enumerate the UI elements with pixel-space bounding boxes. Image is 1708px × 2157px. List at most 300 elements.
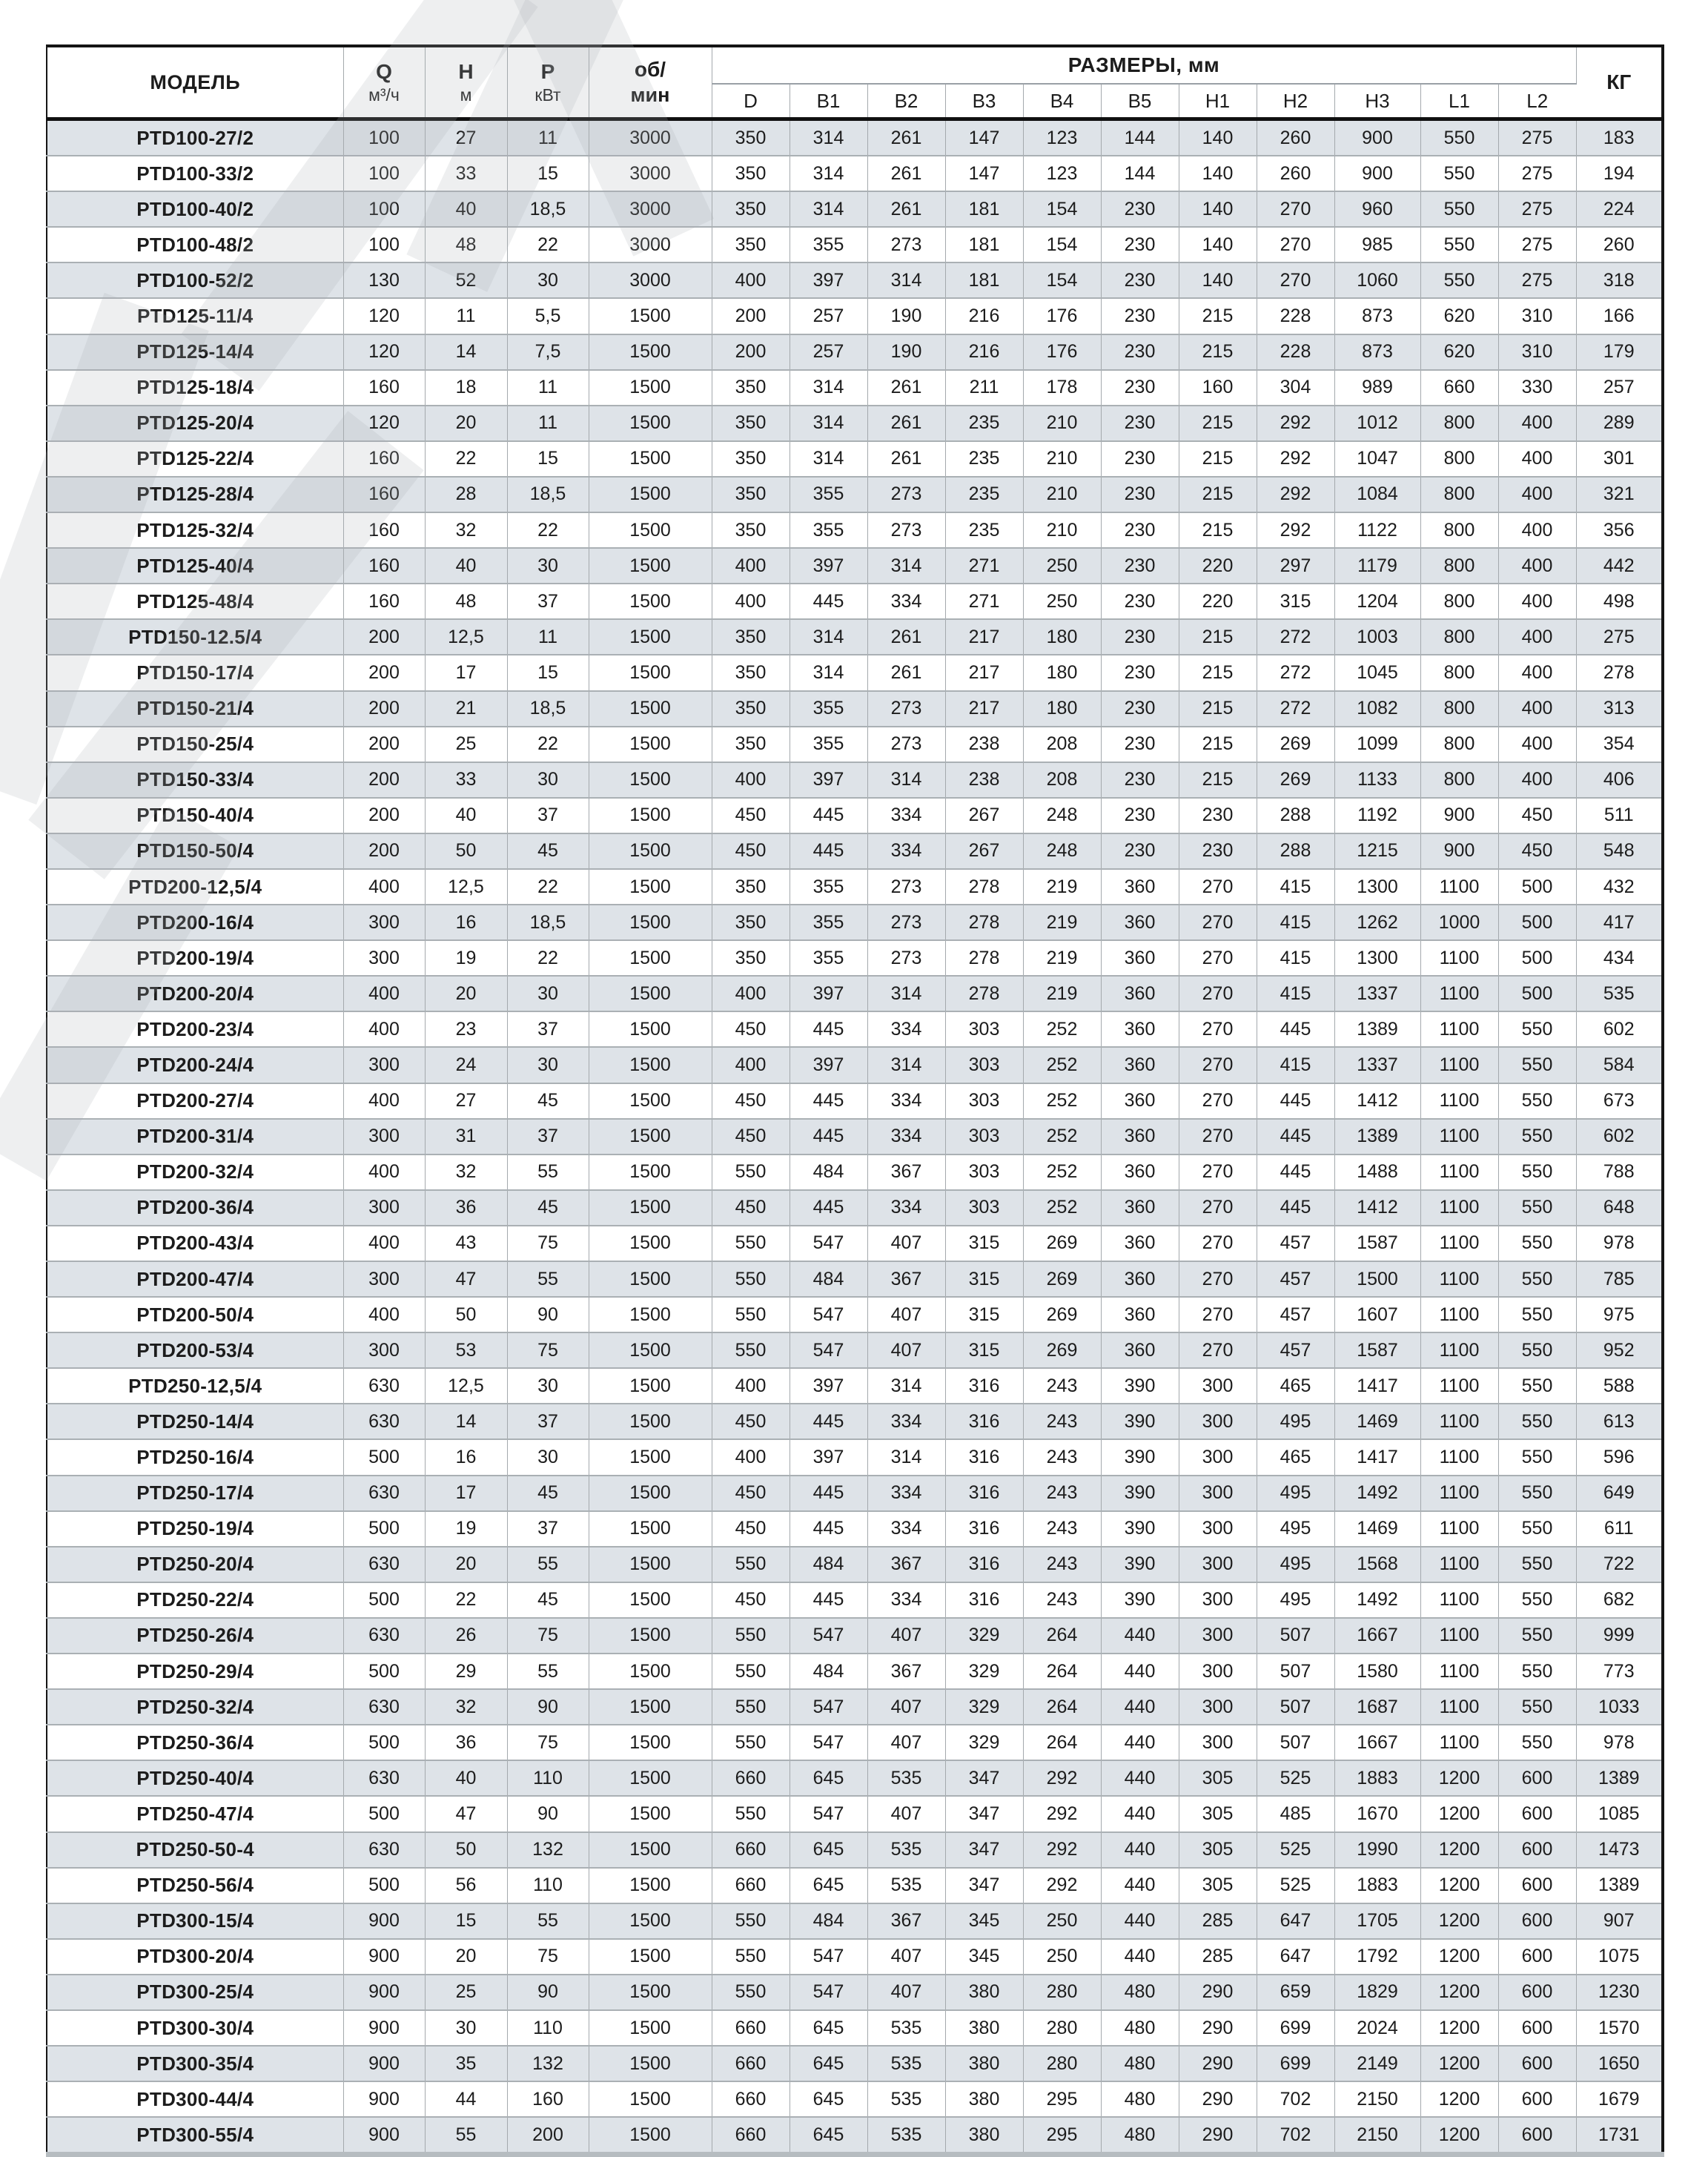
value-cell: 11 (507, 406, 589, 441)
value-cell: 290 (1179, 2117, 1257, 2155)
value-cell: 400 (343, 976, 425, 1011)
value-cell: 235 (945, 441, 1023, 477)
table-row (47, 1547, 1663, 1582)
value-cell: 27 (425, 1083, 507, 1119)
value-cell: 45 (507, 1190, 589, 1226)
value-cell: 450 (712, 1119, 790, 1155)
value-cell: 1500 (589, 1368, 712, 1404)
value-cell: 160 (343, 370, 425, 406)
value-cell: 269 (1023, 1226, 1101, 1261)
value-cell: 275 (1498, 156, 1576, 191)
q-label: Q (376, 59, 392, 83)
value-cell: 1100 (1420, 1547, 1498, 1582)
value-cell: 275 (1498, 262, 1576, 298)
value-cell: 600 (1498, 1868, 1576, 1903)
value-cell: 1389 (1576, 1760, 1663, 1796)
value-cell: 1607 (1334, 1297, 1420, 1332)
value-cell: 275 (1498, 191, 1576, 227)
model-cell: PTD200-47/4 (47, 1261, 343, 1297)
value-cell: 1389 (1334, 1119, 1420, 1155)
value-cell: 800 (1420, 584, 1498, 619)
value-cell: 55 (425, 2117, 507, 2155)
value-cell: 1500 (589, 727, 712, 762)
value-cell: 35 (425, 2046, 507, 2081)
value-cell: 660 (712, 1760, 790, 1796)
value-cell: 160 (343, 441, 425, 477)
table-row (47, 548, 1663, 584)
value-cell: 1084 (1334, 477, 1420, 512)
value-cell: 36 (425, 1190, 507, 1226)
value-cell: 550 (1498, 1547, 1576, 1582)
value-cell: 334 (867, 1582, 945, 1618)
value-cell: 390 (1101, 1368, 1179, 1404)
value-cell: 50 (425, 1297, 507, 1332)
value-cell: 440 (1101, 1654, 1179, 1689)
value-cell: 550 (712, 1939, 790, 1975)
value-cell: 773 (1576, 1654, 1663, 1689)
value-cell: 243 (1023, 1476, 1101, 1511)
value-cell: 190 (867, 334, 945, 370)
value-cell: 1122 (1334, 512, 1420, 548)
value-cell: 318 (1576, 262, 1663, 298)
value-cell: 550 (1498, 1083, 1576, 1119)
model-cell: PTD150-21/4 (47, 691, 343, 727)
value-cell: 252 (1023, 1190, 1101, 1226)
value-cell: 547 (790, 1689, 867, 1725)
value-cell: 445 (790, 1476, 867, 1511)
value-cell: 450 (712, 1511, 790, 1547)
value-cell: 900 (1420, 833, 1498, 869)
value-cell: 1200 (1420, 2081, 1498, 2117)
value-cell: 511 (1576, 798, 1663, 833)
value-cell: 445 (1257, 1011, 1334, 1047)
value-cell: 40 (425, 798, 507, 833)
value-cell: 230 (1101, 833, 1179, 869)
model-cell: PTD200-27/4 (47, 1083, 343, 1119)
value-cell: 329 (945, 1725, 1023, 1760)
value-cell: 345 (945, 1903, 1023, 1939)
value-cell: 210 (1023, 406, 1101, 441)
table-row (47, 1511, 1663, 1547)
value-cell: 584 (1576, 1047, 1663, 1083)
value-cell: 800 (1420, 477, 1498, 512)
value-cell: 2150 (1334, 2081, 1420, 2117)
value-cell: 407 (867, 1939, 945, 1975)
value-cell: 1100 (1420, 1083, 1498, 1119)
value-cell: 507 (1257, 1725, 1334, 1760)
value-cell: 550 (1498, 1119, 1576, 1155)
value-cell: 900 (1420, 798, 1498, 833)
table-row (47, 1725, 1663, 1760)
value-cell: 1100 (1420, 976, 1498, 1011)
value-cell: 484 (790, 1155, 867, 1190)
value-cell: 300 (1179, 1368, 1257, 1404)
value-cell: 699 (1257, 2010, 1334, 2046)
value-cell: 450 (712, 1083, 790, 1119)
value-cell: 3000 (589, 156, 712, 191)
value-cell: 450 (712, 1582, 790, 1618)
value-cell: 290 (1179, 2046, 1257, 2081)
value-cell: 300 (1179, 1404, 1257, 1439)
value-cell: 682 (1576, 1582, 1663, 1618)
table-row (47, 2117, 1663, 2155)
value-cell: 270 (1179, 940, 1257, 976)
value-cell: 600 (1498, 2010, 1576, 2046)
value-cell: 550 (712, 1618, 790, 1654)
col-header-b2: B2 (867, 84, 945, 119)
value-cell: 1000 (1420, 905, 1498, 940)
value-cell: 1883 (1334, 1760, 1420, 1796)
value-cell: 457 (1257, 1297, 1334, 1332)
value-cell: 355 (790, 727, 867, 762)
value-cell: 480 (1101, 1975, 1179, 2010)
value-cell: 315 (945, 1332, 1023, 1368)
value-cell: 480 (1101, 2010, 1179, 2046)
value-cell: 390 (1101, 1582, 1179, 1618)
value-cell: 12,5 (425, 1368, 507, 1404)
value-cell: 1587 (1334, 1226, 1420, 1261)
value-cell: 330 (1498, 370, 1576, 406)
value-cell: 300 (1179, 1476, 1257, 1511)
value-cell: 329 (945, 1618, 1023, 1654)
value-cell: 1200 (1420, 1796, 1498, 1831)
value-cell: 230 (1101, 512, 1179, 548)
value-cell: 1500 (589, 584, 712, 619)
value-cell: 230 (1101, 334, 1179, 370)
value-cell: 208 (1023, 762, 1101, 798)
value-cell: 100 (343, 119, 425, 156)
value-cell: 350 (712, 227, 790, 262)
value-cell: 1500 (589, 298, 712, 334)
value-cell: 56 (425, 1868, 507, 1903)
value-cell: 270 (1179, 1332, 1257, 1368)
value-cell: 450 (712, 1476, 790, 1511)
value-cell: 1990 (1334, 1832, 1420, 1868)
value-cell: 1500 (589, 441, 712, 477)
value-cell: 1200 (1420, 1868, 1498, 1903)
value-cell: 334 (867, 584, 945, 619)
value-cell: 1667 (1334, 1725, 1420, 1760)
value-cell: 500 (1498, 905, 1576, 940)
model-cell: PTD150-12.5/4 (47, 619, 343, 655)
value-cell: 215 (1179, 406, 1257, 441)
value-cell: 1200 (1420, 1939, 1498, 1975)
value-cell: 1500 (589, 1332, 712, 1368)
value-cell: 354 (1576, 727, 1663, 762)
value-cell: 314 (867, 976, 945, 1011)
table-row (47, 1297, 1663, 1332)
value-cell: 252 (1023, 1083, 1101, 1119)
value-cell: 500 (343, 1439, 425, 1475)
value-cell: 243 (1023, 1404, 1101, 1439)
col-header-b5: B5 (1101, 84, 1179, 119)
value-cell: 12,5 (425, 619, 507, 655)
value-cell: 217 (945, 619, 1023, 655)
value-cell: 350 (712, 869, 790, 905)
value-cell: 55 (507, 1654, 589, 1689)
value-cell: 702 (1257, 2117, 1334, 2155)
value-cell: 316 (945, 1511, 1023, 1547)
value-cell: 270 (1179, 976, 1257, 1011)
value-cell: 445 (790, 1119, 867, 1155)
value-cell: 1412 (1334, 1190, 1420, 1226)
value-cell: 261 (867, 370, 945, 406)
value-cell: 450 (1498, 833, 1576, 869)
value-cell: 243 (1023, 1511, 1101, 1547)
value-cell: 350 (712, 477, 790, 512)
value-cell: 450 (712, 1404, 790, 1439)
value-cell: 140 (1179, 156, 1257, 191)
value-cell: 611 (1576, 1511, 1663, 1547)
value-cell: 1204 (1334, 584, 1420, 619)
value-cell: 2149 (1334, 2046, 1420, 2081)
value-cell: 300 (343, 1190, 425, 1226)
value-cell: 334 (867, 833, 945, 869)
value-cell: 345 (945, 1939, 1023, 1975)
value-cell: 1500 (589, 2010, 712, 2046)
value-cell: 484 (790, 1903, 867, 1939)
value-cell: 40 (425, 191, 507, 227)
value-cell: 360 (1101, 1083, 1179, 1119)
value-cell: 722 (1576, 1547, 1663, 1582)
value-cell: 12,5 (425, 869, 507, 905)
value-cell: 123 (1023, 156, 1101, 191)
value-cell: 406 (1576, 762, 1663, 798)
model-cell: PTD250-19/4 (47, 1511, 343, 1547)
value-cell: 550 (1498, 1332, 1576, 1368)
value-cell: 181 (945, 262, 1023, 298)
value-cell: 110 (507, 1868, 589, 1903)
value-cell: 45 (507, 1582, 589, 1618)
value-cell: 120 (343, 334, 425, 370)
value-cell: 230 (1101, 477, 1179, 512)
value-cell: 550 (712, 1903, 790, 1939)
value-cell: 90 (507, 1796, 589, 1831)
value-cell: 952 (1576, 1332, 1663, 1368)
value-cell: 216 (945, 298, 1023, 334)
value-cell: 1492 (1334, 1582, 1420, 1618)
value-cell: 176 (1023, 334, 1101, 370)
value-cell: 273 (867, 512, 945, 548)
table-row (47, 1368, 1663, 1404)
value-cell: 1500 (589, 1975, 712, 2010)
value-cell: 230 (1101, 798, 1179, 833)
value-cell: 33 (425, 762, 507, 798)
value-cell: 271 (945, 584, 1023, 619)
value-cell: 596 (1576, 1439, 1663, 1475)
value-cell: 397 (790, 976, 867, 1011)
value-cell: 1500 (589, 1760, 712, 1796)
model-cell: PTD250-29/4 (47, 1654, 343, 1689)
value-cell: 160 (343, 477, 425, 512)
value-cell: 400 (1498, 477, 1576, 512)
table-row (47, 584, 1663, 619)
value-cell: 52 (425, 262, 507, 298)
value-cell: 250 (1023, 548, 1101, 584)
value-cell: 900 (343, 2010, 425, 2046)
value-cell: 314 (867, 762, 945, 798)
value-cell: 290 (1179, 2010, 1257, 2046)
value-cell: 200 (343, 619, 425, 655)
value-cell: 350 (712, 441, 790, 477)
value-cell: 300 (1179, 1689, 1257, 1725)
value-cell: 407 (867, 1975, 945, 2010)
table-row (47, 1119, 1663, 1155)
value-cell: 360 (1101, 869, 1179, 905)
value-cell: 484 (790, 1261, 867, 1297)
value-cell: 132 (507, 1832, 589, 1868)
value-cell: 3000 (589, 227, 712, 262)
value-cell: 648 (1576, 1190, 1663, 1226)
value-cell: 1500 (589, 2081, 712, 2117)
value-cell: 1500 (589, 1011, 712, 1047)
value-cell: 1500 (589, 2046, 712, 2081)
value-cell: 360 (1101, 1297, 1179, 1332)
value-cell: 257 (790, 298, 867, 334)
value-cell: 1500 (589, 1939, 712, 1975)
value-cell: 2024 (1334, 2010, 1420, 2046)
value-cell: 360 (1101, 1155, 1179, 1190)
value-cell: 550 (1498, 1261, 1576, 1297)
value-cell: 1500 (589, 1083, 712, 1119)
value-cell: 873 (1334, 334, 1420, 370)
value-cell: 417 (1576, 905, 1663, 940)
value-cell: 230 (1101, 619, 1179, 655)
value-cell: 329 (945, 1654, 1023, 1689)
value-cell: 1792 (1334, 1939, 1420, 1975)
value-cell: 215 (1179, 619, 1257, 655)
value-cell: 144 (1101, 119, 1179, 156)
table-row (47, 1582, 1663, 1618)
value-cell: 1500 (589, 1511, 712, 1547)
value-cell: 645 (790, 1832, 867, 1868)
value-cell: 1100 (1420, 1654, 1498, 1689)
value-cell: 16 (425, 1439, 507, 1475)
value-cell: 620 (1420, 334, 1498, 370)
table-row (47, 1226, 1663, 1261)
value-cell: 484 (790, 1654, 867, 1689)
value-cell: 1705 (1334, 1903, 1420, 1939)
value-cell: 30 (425, 2010, 507, 2046)
col-header-d: D (712, 84, 790, 119)
value-cell: 252 (1023, 1155, 1101, 1190)
value-cell: 257 (790, 334, 867, 370)
model-cell: PTD125-32/4 (47, 512, 343, 548)
value-cell: 248 (1023, 833, 1101, 869)
value-cell: 315 (945, 1261, 1023, 1297)
table-row (47, 1689, 1663, 1725)
table-row (47, 1903, 1663, 1939)
value-cell: 18,5 (507, 905, 589, 940)
value-cell: 500 (1498, 940, 1576, 976)
value-cell: 535 (867, 2046, 945, 2081)
value-cell: 275 (1498, 227, 1576, 262)
value-cell: 550 (1498, 1476, 1576, 1511)
value-cell: 305 (1179, 1832, 1257, 1868)
value-cell: 1100 (1420, 1047, 1498, 1083)
value-cell: 907 (1576, 1903, 1663, 1939)
value-cell: 28 (425, 477, 507, 512)
value-cell: 1192 (1334, 798, 1420, 833)
value-cell: 230 (1179, 798, 1257, 833)
value-cell: 37 (507, 1404, 589, 1439)
value-cell: 47 (425, 1261, 507, 1297)
value-cell: 334 (867, 798, 945, 833)
table-row (47, 727, 1663, 762)
value-cell: 400 (712, 1439, 790, 1475)
value-cell: 100 (343, 191, 425, 227)
value-cell: 350 (712, 370, 790, 406)
value-cell: 1492 (1334, 1476, 1420, 1511)
value-cell: 498 (1576, 584, 1663, 619)
value-cell: 303 (945, 1047, 1023, 1083)
value-cell: 26 (425, 1618, 507, 1654)
value-cell: 400 (712, 1368, 790, 1404)
value-cell: 19 (425, 1511, 507, 1547)
value-cell: 550 (1498, 1439, 1576, 1475)
value-cell: 273 (867, 691, 945, 727)
value-cell: 297 (1257, 548, 1334, 584)
model-cell: PTD250-47/4 (47, 1796, 343, 1831)
model-cell: PTD250-17/4 (47, 1476, 343, 1511)
value-cell: 280 (1023, 1975, 1101, 2010)
model-cell: PTD125-40/4 (47, 548, 343, 584)
value-cell: 350 (712, 191, 790, 227)
value-cell: 350 (712, 119, 790, 156)
value-cell: 243 (1023, 1582, 1101, 1618)
value-cell: 1580 (1334, 1654, 1420, 1689)
value-cell: 659 (1257, 1975, 1334, 2010)
table-row (47, 191, 1663, 227)
value-cell: 160 (507, 2081, 589, 2117)
model-cell: PTD100-48/2 (47, 227, 343, 262)
value-cell: 303 (945, 1155, 1023, 1190)
value-cell: 457 (1257, 1261, 1334, 1297)
value-cell: 535 (867, 2117, 945, 2155)
value-cell: 305 (1179, 1868, 1257, 1903)
value-cell: 22 (507, 869, 589, 905)
value-cell: 355 (790, 691, 867, 727)
value-cell: 215 (1179, 691, 1257, 727)
value-cell: 289 (1576, 406, 1663, 441)
value-cell: 660 (1420, 370, 1498, 406)
value-cell: 1300 (1334, 940, 1420, 976)
value-cell: 248 (1023, 798, 1101, 833)
value-cell: 20 (425, 1547, 507, 1582)
table-row (47, 1332, 1663, 1368)
value-cell: 1500 (589, 1582, 712, 1618)
value-cell: 450 (1498, 798, 1576, 833)
model-cell: PTD125-22/4 (47, 441, 343, 477)
value-cell: 400 (1498, 727, 1576, 762)
table-row (47, 762, 1663, 798)
model-cell: PTD100-27/2 (47, 119, 343, 156)
value-cell: 270 (1257, 227, 1334, 262)
value-cell: 40 (425, 1760, 507, 1796)
value-cell: 269 (1023, 1261, 1101, 1297)
model-cell: PTD300-20/4 (47, 1939, 343, 1975)
value-cell: 238 (945, 762, 1023, 798)
value-cell: 275 (1498, 119, 1576, 156)
value-cell: 507 (1257, 1654, 1334, 1689)
value-cell: 200 (343, 798, 425, 833)
value-cell: 314 (790, 406, 867, 441)
value-cell: 30 (507, 976, 589, 1011)
value-cell: 645 (790, 2046, 867, 2081)
col-header-h3: H3 (1334, 84, 1420, 119)
value-cell: 154 (1023, 191, 1101, 227)
value-cell: 407 (867, 1689, 945, 1725)
